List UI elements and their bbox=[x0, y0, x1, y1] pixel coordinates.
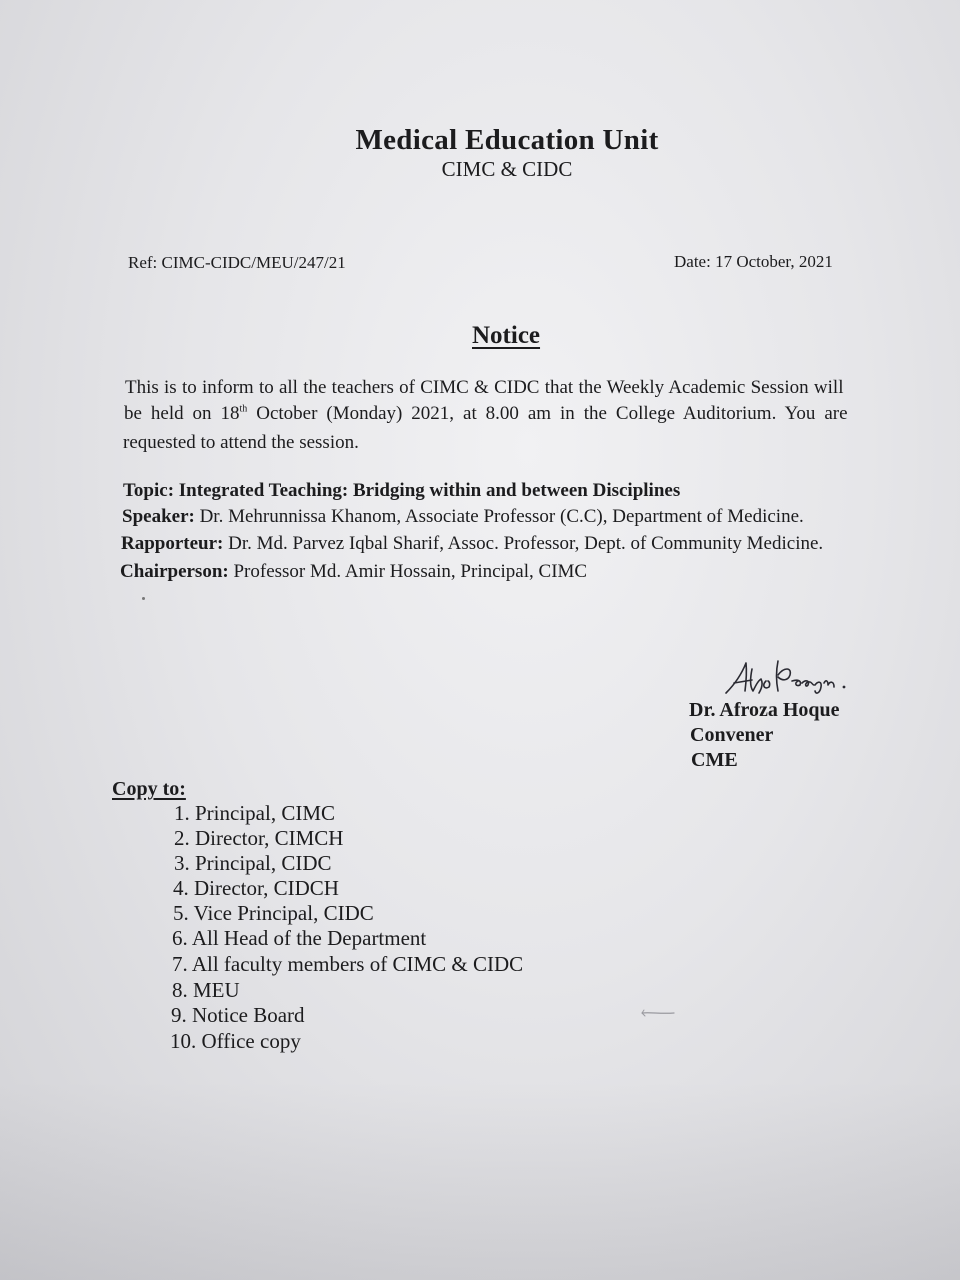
paper-shadow bbox=[0, 1080, 960, 1280]
signatory-organization: CME bbox=[691, 749, 738, 771]
rapporteur-value: Dr. Md. Parvez Iqbal Sharif, Assoc. Professor, Dept. of Community Medicine. bbox=[223, 533, 824, 554]
chairperson-label: Chairperson: bbox=[120, 561, 229, 582]
speaker-line bbox=[122, 506, 804, 528]
rapporteur-label: Rapporteur: bbox=[121, 533, 224, 554]
chairperson-line bbox=[120, 561, 587, 583]
ordinal-suffix: th bbox=[239, 403, 248, 415]
pencil-mark bbox=[640, 1008, 676, 1018]
speaker-label: Speaker: bbox=[122, 506, 195, 527]
copy-item-9: 9. Notice Board bbox=[171, 1003, 305, 1027]
copy-item-6: 6. All Head of the Department bbox=[172, 926, 427, 950]
copy-item-3: 3. Principal, CIDC bbox=[174, 851, 332, 875]
document-subtitle: CIMC & CIDC bbox=[441, 157, 573, 181]
copy-to-label: Copy to: bbox=[112, 778, 186, 800]
rapporteur-line bbox=[121, 533, 823, 555]
speaker-value: Dr. Mehrunnissa Khanom, Associate Professor (C.C), Department of Medicine. bbox=[194, 506, 804, 527]
handwritten-signature bbox=[722, 655, 852, 705]
copy-item-5: 5. Vice Principal, CIDC bbox=[173, 901, 374, 925]
copy-item-8: 8. MEU bbox=[172, 978, 240, 1002]
copy-item-7: 7. All faculty members of CIMC & CIDC bbox=[172, 952, 524, 976]
chairperson-value: Professor Md. Amir Hossain, Principal, CIMC bbox=[228, 561, 588, 582]
notice-line-2-start: be held on 18 bbox=[124, 403, 240, 424]
notice-heading: Notice bbox=[472, 322, 541, 349]
copy-item-1: 1. Principal, CIMC bbox=[174, 801, 335, 825]
notice-line-2 bbox=[124, 403, 848, 425]
copy-item-2: 2. Director, CIMCH bbox=[174, 826, 344, 850]
signatory-role: Convener bbox=[690, 724, 774, 746]
paper-speck bbox=[142, 597, 145, 600]
topic-text: Topic: Integrated Teaching: Bridging within and between Disciplines bbox=[123, 480, 681, 501]
document-date: Date: 17 October, 2021 bbox=[674, 252, 833, 271]
notice-line-2-end: October (Monday) 2021, at 8.00 am in the College Auditorium. You are bbox=[247, 403, 848, 424]
notice-line-3: requested to attend the session. bbox=[123, 432, 359, 453]
notice-line-1: This is to inform to all the teachers of CIMC & CIDC that the Weekly Academic Session will bbox=[125, 377, 844, 398]
signatory-name: Dr. Afroza Hoque bbox=[689, 699, 840, 721]
reference-number: Ref: CIMC-CIDC/MEU/247/21 bbox=[128, 253, 346, 272]
copy-item-4: 4. Director, CIDCH bbox=[173, 876, 339, 900]
copy-item-10: 10. Office copy bbox=[170, 1029, 301, 1053]
document-title: Medical Education Unit bbox=[355, 124, 659, 156]
topic-line bbox=[123, 480, 680, 502]
